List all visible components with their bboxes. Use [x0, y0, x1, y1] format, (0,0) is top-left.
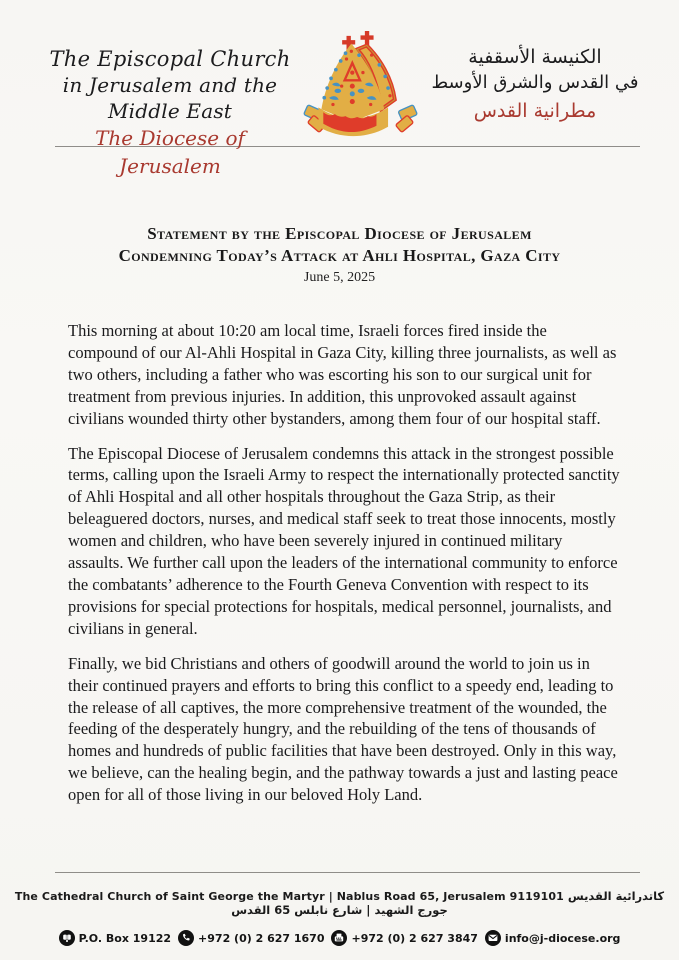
- phone-icon: [178, 930, 194, 946]
- contact-row: [0, 930, 679, 946]
- fax-icon: [331, 930, 347, 946]
- org-name-en-line3: The Diocese of Jerusalem: [95, 126, 245, 178]
- org-name-english: [44, 30, 296, 180]
- statement-title-line1: Statement by the Episcopal Diocese of Jerusalem: [147, 224, 532, 243]
- fax-value: +972 (0) 2 627 3847: [351, 931, 478, 945]
- po-box-contact: [59, 930, 171, 946]
- statement-paragraph-3: Finally, we bid Christians and others of goodwill around the world to join us in their continued prayers and efforts to bring this conflict to a speedy end, leading to the release of all captives, the more comprehensive treatment of the wounded, the feeding of the desperately hungry, and the rebuilding of the tens of thousands of homes and hundreds of public facilities that have been destroyed. Only in this way, we believe, can the healing begin, and the pathway towards a just and lasting peace open for all of those living in our beloved Holy Land.: [68, 653, 618, 805]
- statement-title-block: [0, 223, 679, 286]
- email-icon: [485, 930, 501, 946]
- diocese-logo: [300, 30, 422, 148]
- org-name-ar-line2: في القدس والشرق الأوسط: [431, 72, 639, 93]
- statement-paragraph-2: The Episcopal Diocese of Jerusalem condemns this attack in the strongest possible terms, calling upon the Israeli Army to respect the internationally protected sanctity of Ahli Hospital and all other hospitals throughout the Gaza Strip, as their beleaguered doctors, nurses, and medical staff seek to treat those innocents, mostly women and children, who have been severely injured in continued military assaults. We further call upon the leaders of the international community to enforce the combatants’ adherence to the Fourth Geneva Convention with respect to its provisions for special protections for hospitals, medical personnel, journalists, and civilians in general.: [68, 443, 620, 638]
- fax-contact: [331, 930, 477, 946]
- po-box-icon: [59, 930, 75, 946]
- cathedral-address: [0, 889, 679, 917]
- email-contact: [485, 930, 621, 946]
- cathedral-address-english: The Cathedral Church of Saint George the Martyr | Nablus Road 65, Jerusalem 9119101: [14, 890, 564, 903]
- po-box-value: P.O. Box 19122: [78, 931, 172, 945]
- statement-paragraph-1: This morning at about 10:20 am local time, Israeli forces fired inside the compound of our Al-Ahli Hospital in Gaza City, killing three journalists, as well as two others, including a father who was escorting his son to our surgical unit for treatment from previous injuries. In addition, this unprovoked assault against civilians wounded thirty other bystanders, among them four of our hospital staff.: [68, 321, 617, 428]
- letterfoot: [0, 872, 679, 960]
- statement-title-line2: Condemning Today’s Attack at Ahli Hospital, Gaza City: [118, 246, 561, 265]
- phone-value: +972 (0) 2 627 1670: [198, 931, 325, 945]
- footer-divider: [55, 872, 640, 873]
- org-name-en-line1: The Episcopal Church: [49, 47, 291, 71]
- org-name-ar-line3: مطرانية القدس: [473, 100, 597, 122]
- email-value: info@j-diocese.org: [504, 931, 621, 945]
- org-name-ar-line1: الكنيسة الأسقفية: [468, 46, 602, 68]
- cathedral-address-arabic: كاتدرائية القديس جورج الشهيد | شارع نابلس 65 القدس: [231, 889, 665, 917]
- org-name-arabic: [425, 30, 645, 126]
- statement-body: [68, 320, 620, 806]
- bishop-mitre-icon: [303, 30, 419, 148]
- phone-contact: [178, 930, 324, 946]
- statement-date: June 5, 2025: [303, 270, 376, 285]
- org-name-en-line2: in Jerusalem and the Middle East: [62, 73, 278, 123]
- letterhead: [0, 0, 679, 178]
